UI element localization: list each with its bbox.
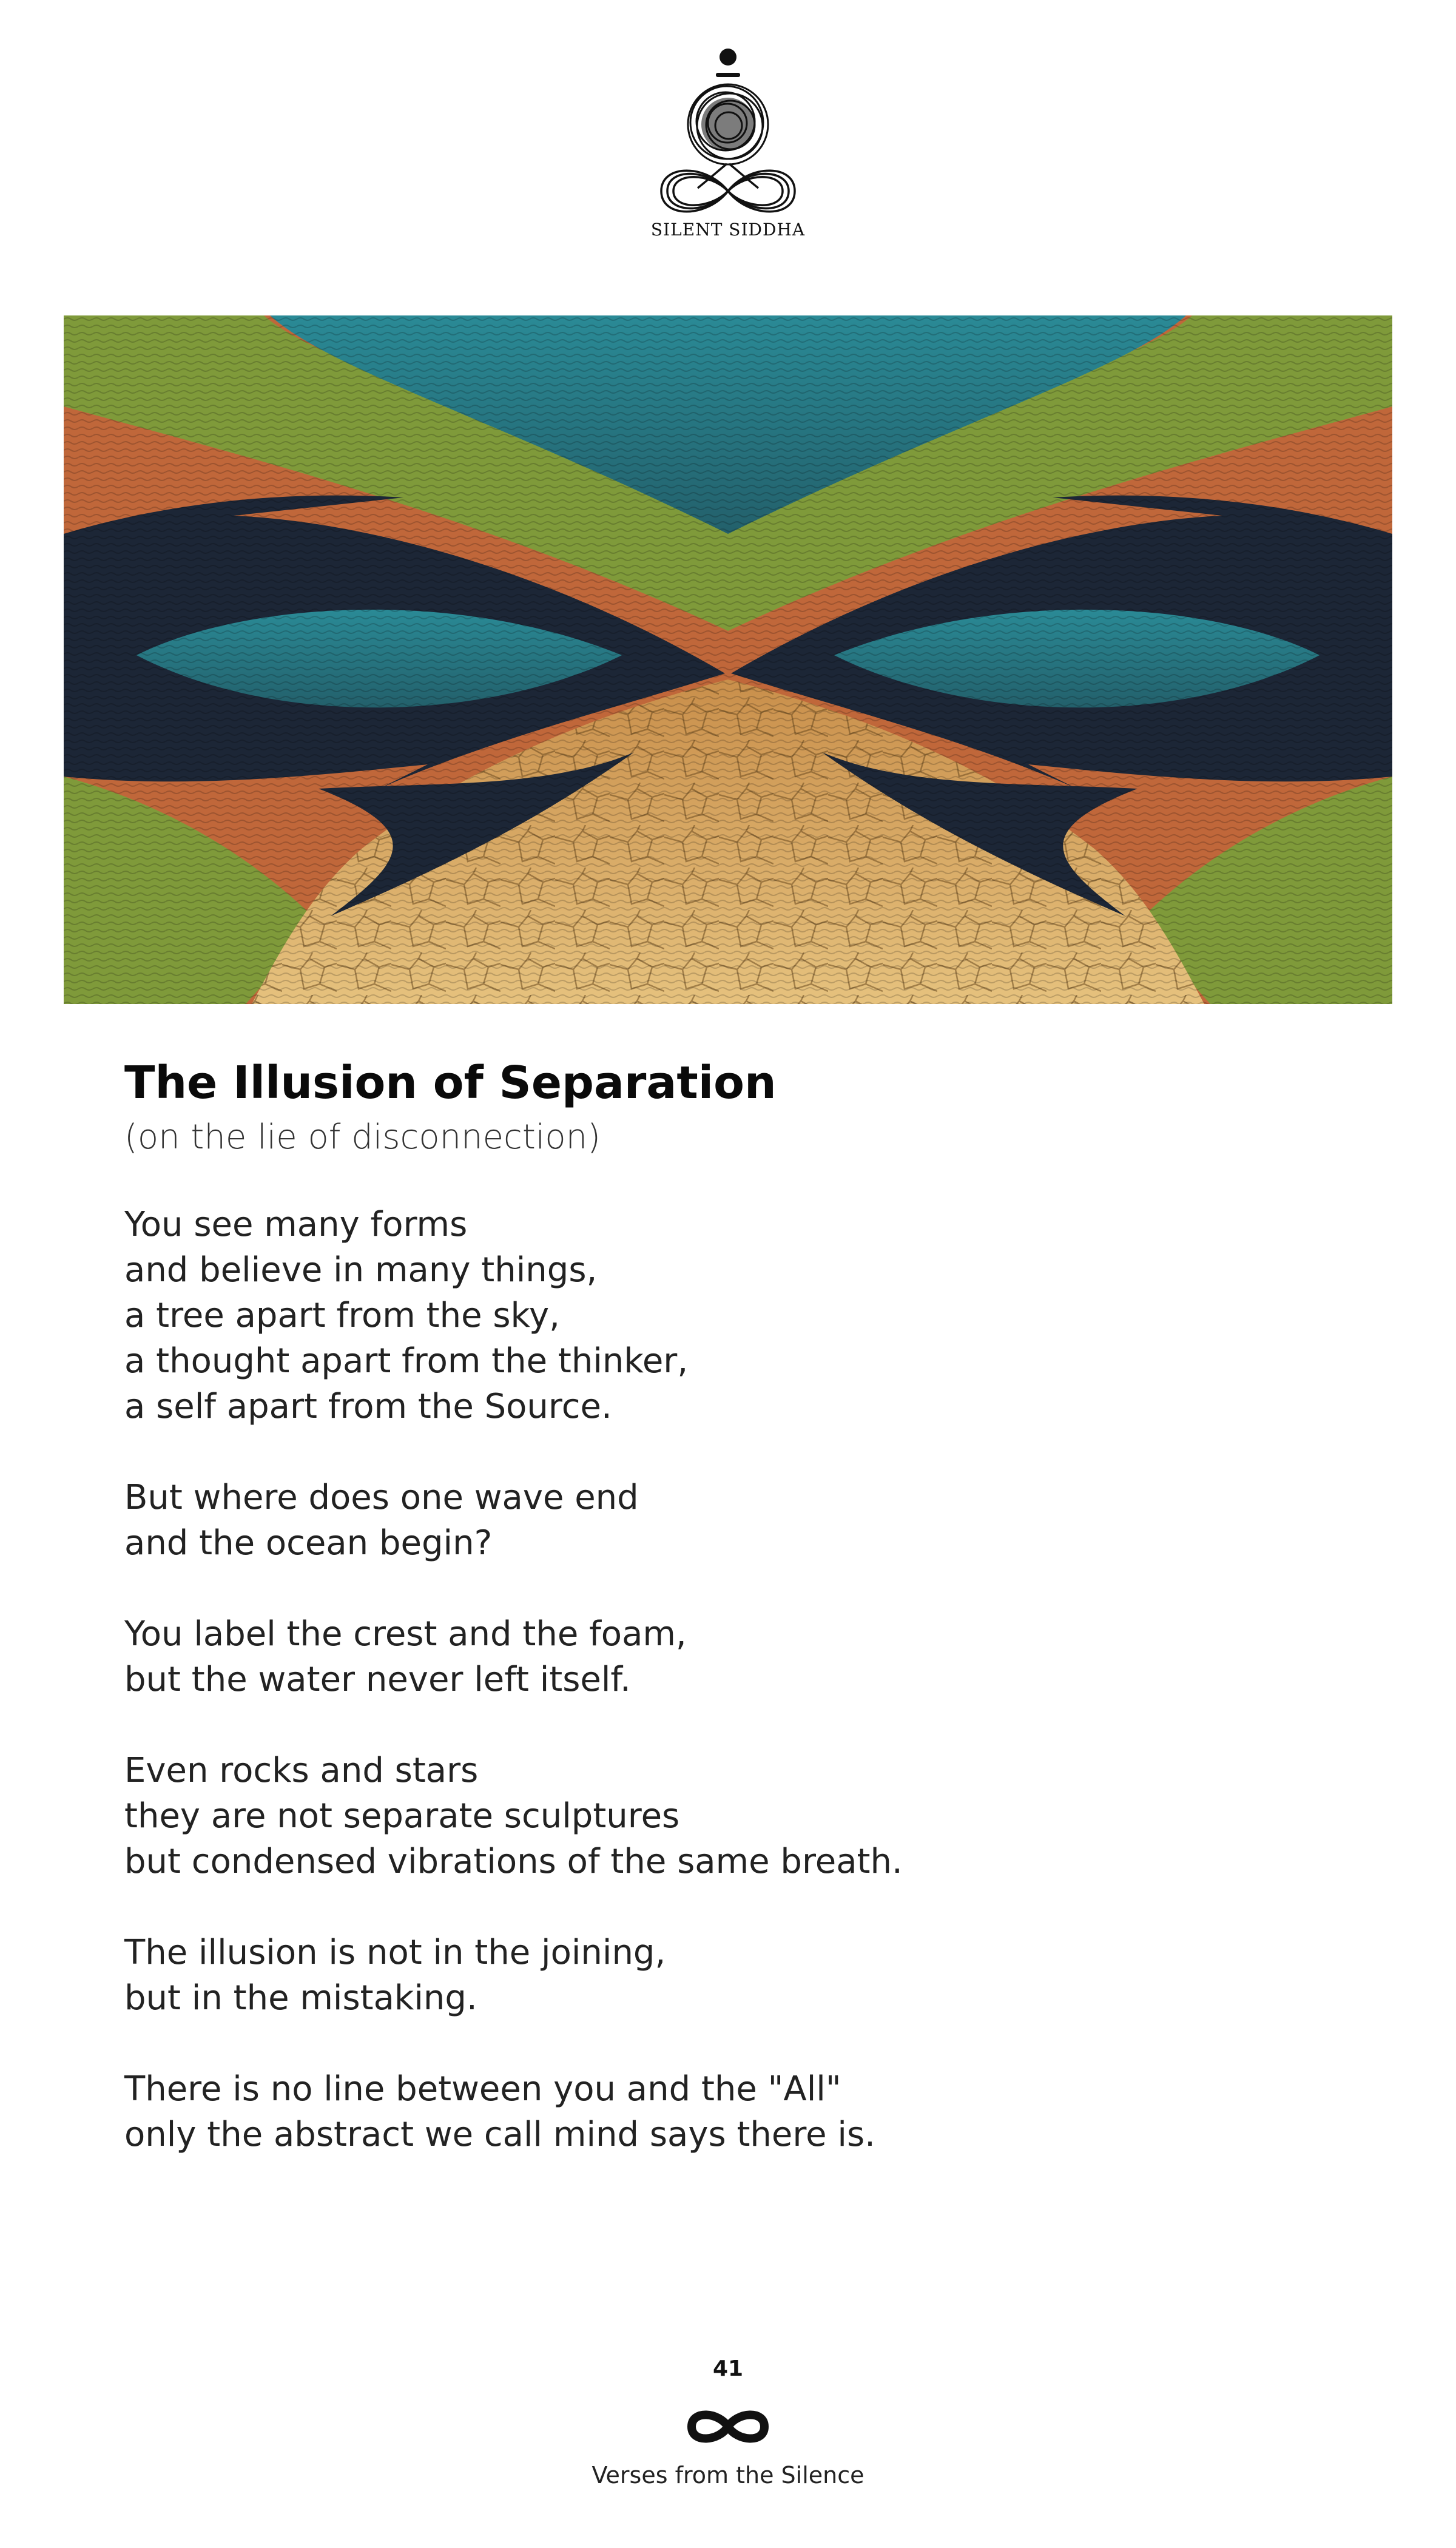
poem-subtitle: (on the lie of disconnection) [124, 1117, 601, 1157]
poem-title: The Illusion of Separation [124, 1057, 777, 1109]
stanza-3 [124, 1611, 1338, 1702]
poem-line: and the ocean begin? [124, 1523, 493, 1563]
poem-line: a self apart from the Source. [124, 1387, 612, 1426]
infinity-icon [686, 2404, 770, 2450]
stanza-1 [124, 1202, 1338, 1429]
logo-text: SILENT SIDDHA [650, 220, 806, 240]
poem-line: only the abstract we call mind says there is. [124, 2115, 875, 2154]
abstract-face-artwork-image [64, 315, 1392, 1004]
poem-line: a tree apart from the sky, [124, 1296, 560, 1335]
poem-line: But where does one wave end [124, 1478, 639, 1517]
stanza-2 [124, 1475, 1338, 1566]
poem-line: The illusion is not in the joining, [124, 1933, 666, 1972]
poem-line: but in the mistaking. [124, 1978, 477, 2018]
poem-line: There is no line between you and the "All" [124, 2069, 841, 2109]
poem-line: and believe in many things, [124, 1250, 598, 1290]
poem-line: You label the crest and the foam, [124, 1614, 687, 1654]
meditating-figure-infinity-icon [649, 42, 807, 224]
poem [124, 1053, 1338, 2203]
stanza-6 [124, 2066, 1338, 2157]
poem-line: but condensed vibrations of the same breath. [124, 1842, 903, 1881]
page-number: 41 [712, 2356, 744, 2381]
poem-line: a thought apart from the thinker, [124, 1341, 689, 1381]
poem-line: they are not separate sculptures [124, 1796, 680, 1836]
book-title: Verses from the Silence [592, 2462, 864, 2489]
stanza-4 [124, 1748, 1338, 1884]
stanza-5 [124, 1930, 1338, 2021]
poem-line: but the water never left itself. [124, 1660, 631, 1699]
poem-line: Even rocks and stars [124, 1751, 479, 1790]
silent-siddha-logo [649, 42, 807, 249]
poem-line: You see many forms [124, 1205, 468, 1244]
hero-artwork [64, 315, 1392, 1004]
